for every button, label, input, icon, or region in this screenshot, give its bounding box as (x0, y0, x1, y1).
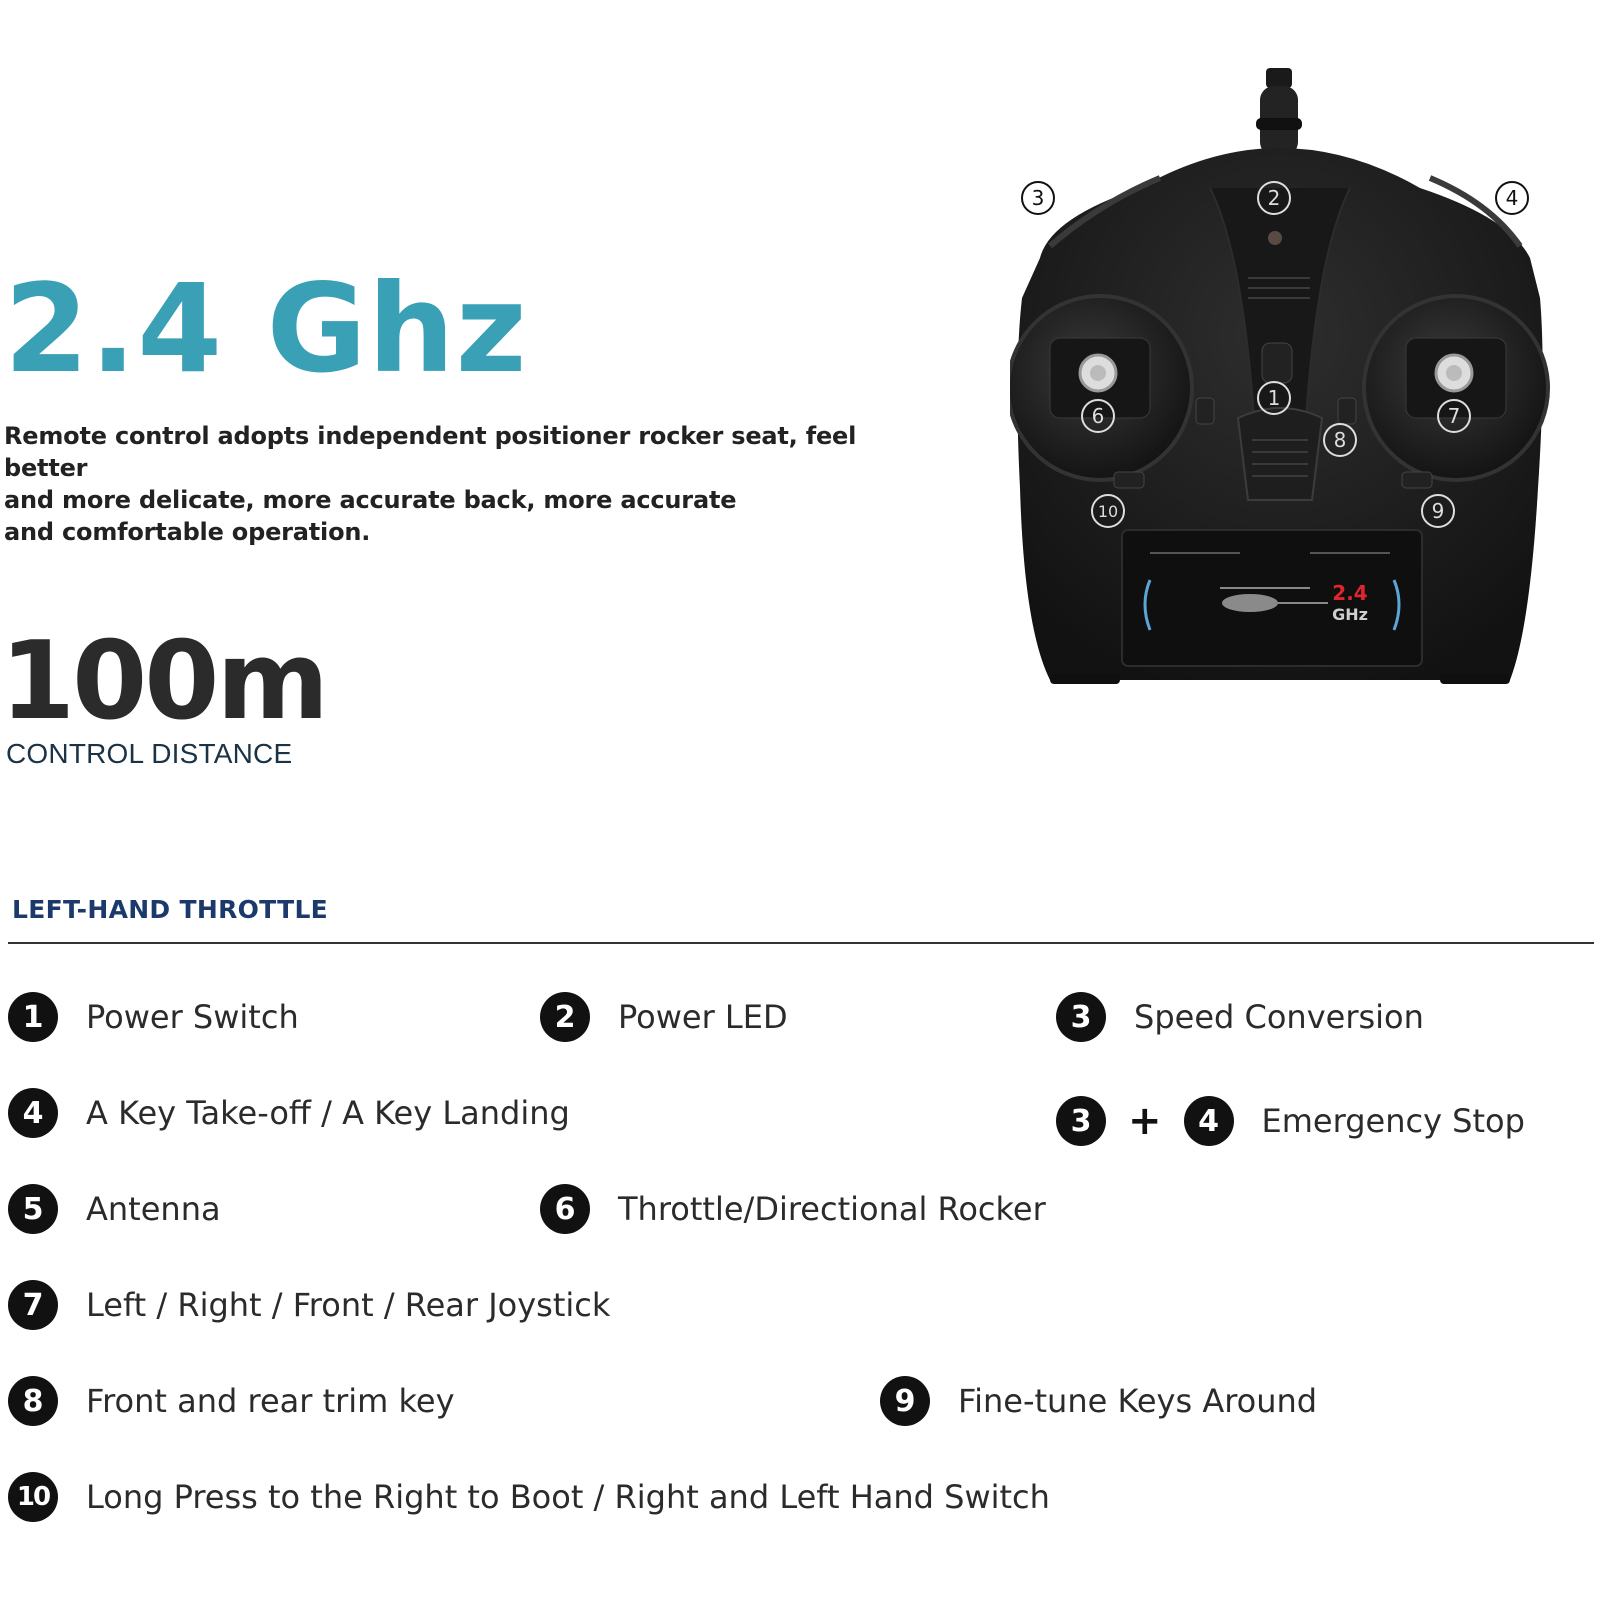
legend-label: Long Press to the Right to Boot / Right and Left Hand Switch (86, 1478, 1050, 1516)
trim-key-left (1196, 398, 1214, 424)
legend-item-hand-switch (8, 1471, 1050, 1523)
legend-item-fine-tune-keys (880, 1375, 1317, 1427)
callout-4 (1496, 182, 1528, 214)
legend-item-joystick (8, 1279, 610, 1331)
legend-item-antenna (8, 1183, 221, 1235)
number-badge: 9 (880, 1376, 930, 1426)
callout-label: 3 (1031, 186, 1045, 210)
number-badge: 5 (8, 1184, 58, 1234)
range-value: 100m (0, 619, 326, 744)
callout-label: 2 (1267, 186, 1281, 210)
legend-label: A Key Take-off / A Key Landing (86, 1094, 570, 1132)
plus-sign: + (1128, 1098, 1162, 1144)
right-joystick (1364, 296, 1548, 480)
legend-item-speed-conversion (1056, 991, 1424, 1043)
range-caption: CONTROL DISTANCE (6, 738, 293, 769)
fine-tune-key-left (1114, 472, 1144, 488)
callout-label: 1 (1267, 386, 1281, 410)
number-badge: 6 (540, 1184, 590, 1234)
legend-label: Power Switch (86, 998, 299, 1036)
frequency-headline: 2.4 Ghz (4, 258, 528, 400)
power-switch (1262, 343, 1292, 383)
legend-label: Front and rear trim key (86, 1382, 455, 1420)
callout-label: 7 (1447, 404, 1461, 428)
section-title: LEFT-HAND THROTTLE (12, 895, 329, 924)
screen-badge-unit: GHz (1332, 605, 1368, 624)
screen-badge-value: 2.4 (1332, 581, 1368, 605)
legend-item-emergency-stop (1056, 1095, 1525, 1147)
left-joystick (1010, 296, 1192, 480)
number-badge: 3 (1056, 992, 1106, 1042)
section-divider (8, 942, 1594, 944)
legend-label: Fine-tune Keys Around (958, 1382, 1318, 1420)
legend-label: Left / Right / Front / Rear Joystick (86, 1286, 611, 1324)
legend-item-throttle-rocker (540, 1183, 1046, 1235)
number-badge: 4 (8, 1088, 58, 1138)
feature-description (4, 420, 904, 548)
number-badge: 3 (1056, 1096, 1106, 1146)
description-line: Remote control adopts independent positioner rocker seat, feel better (4, 422, 857, 482)
callout-label: 9 (1431, 499, 1445, 523)
description-line: and more delicate, more accurate back, more accurate (4, 486, 737, 514)
legend-label: Emergency Stop (1261, 1102, 1525, 1140)
legend-item-power-led (540, 991, 788, 1043)
power-led (1268, 231, 1282, 245)
legend-label: Antenna (86, 1190, 221, 1228)
trim-key-right (1338, 398, 1356, 424)
remote-controller-image (1010, 68, 1590, 718)
callout-label: 4 (1505, 186, 1519, 210)
legend-label: Speed Conversion (1134, 998, 1424, 1036)
legend-label: Throttle/Directional Rocker (618, 1190, 1046, 1228)
fine-tune-key-right (1402, 472, 1432, 488)
controller-screen (1122, 530, 1422, 666)
number-badge: 2 (540, 992, 590, 1042)
callout-label: 6 (1091, 404, 1105, 428)
number-badge: 1 (8, 992, 58, 1042)
callout-label: 10 (1097, 502, 1119, 521)
description-line: and comfortable operation. (4, 518, 371, 546)
legend-item-trim-key (8, 1375, 455, 1427)
legend-item-power-switch (8, 991, 299, 1043)
legend-label: Power LED (618, 998, 788, 1036)
callout-label: 8 (1333, 428, 1347, 452)
callout-3 (1022, 182, 1054, 214)
antenna (1256, 68, 1302, 156)
number-badge: 10 (8, 1472, 58, 1522)
legend-item-takeoff-landing (8, 1087, 570, 1139)
number-badge: 8 (8, 1376, 58, 1426)
number-badge: 7 (8, 1280, 58, 1330)
number-badge: 4 (1184, 1096, 1234, 1146)
